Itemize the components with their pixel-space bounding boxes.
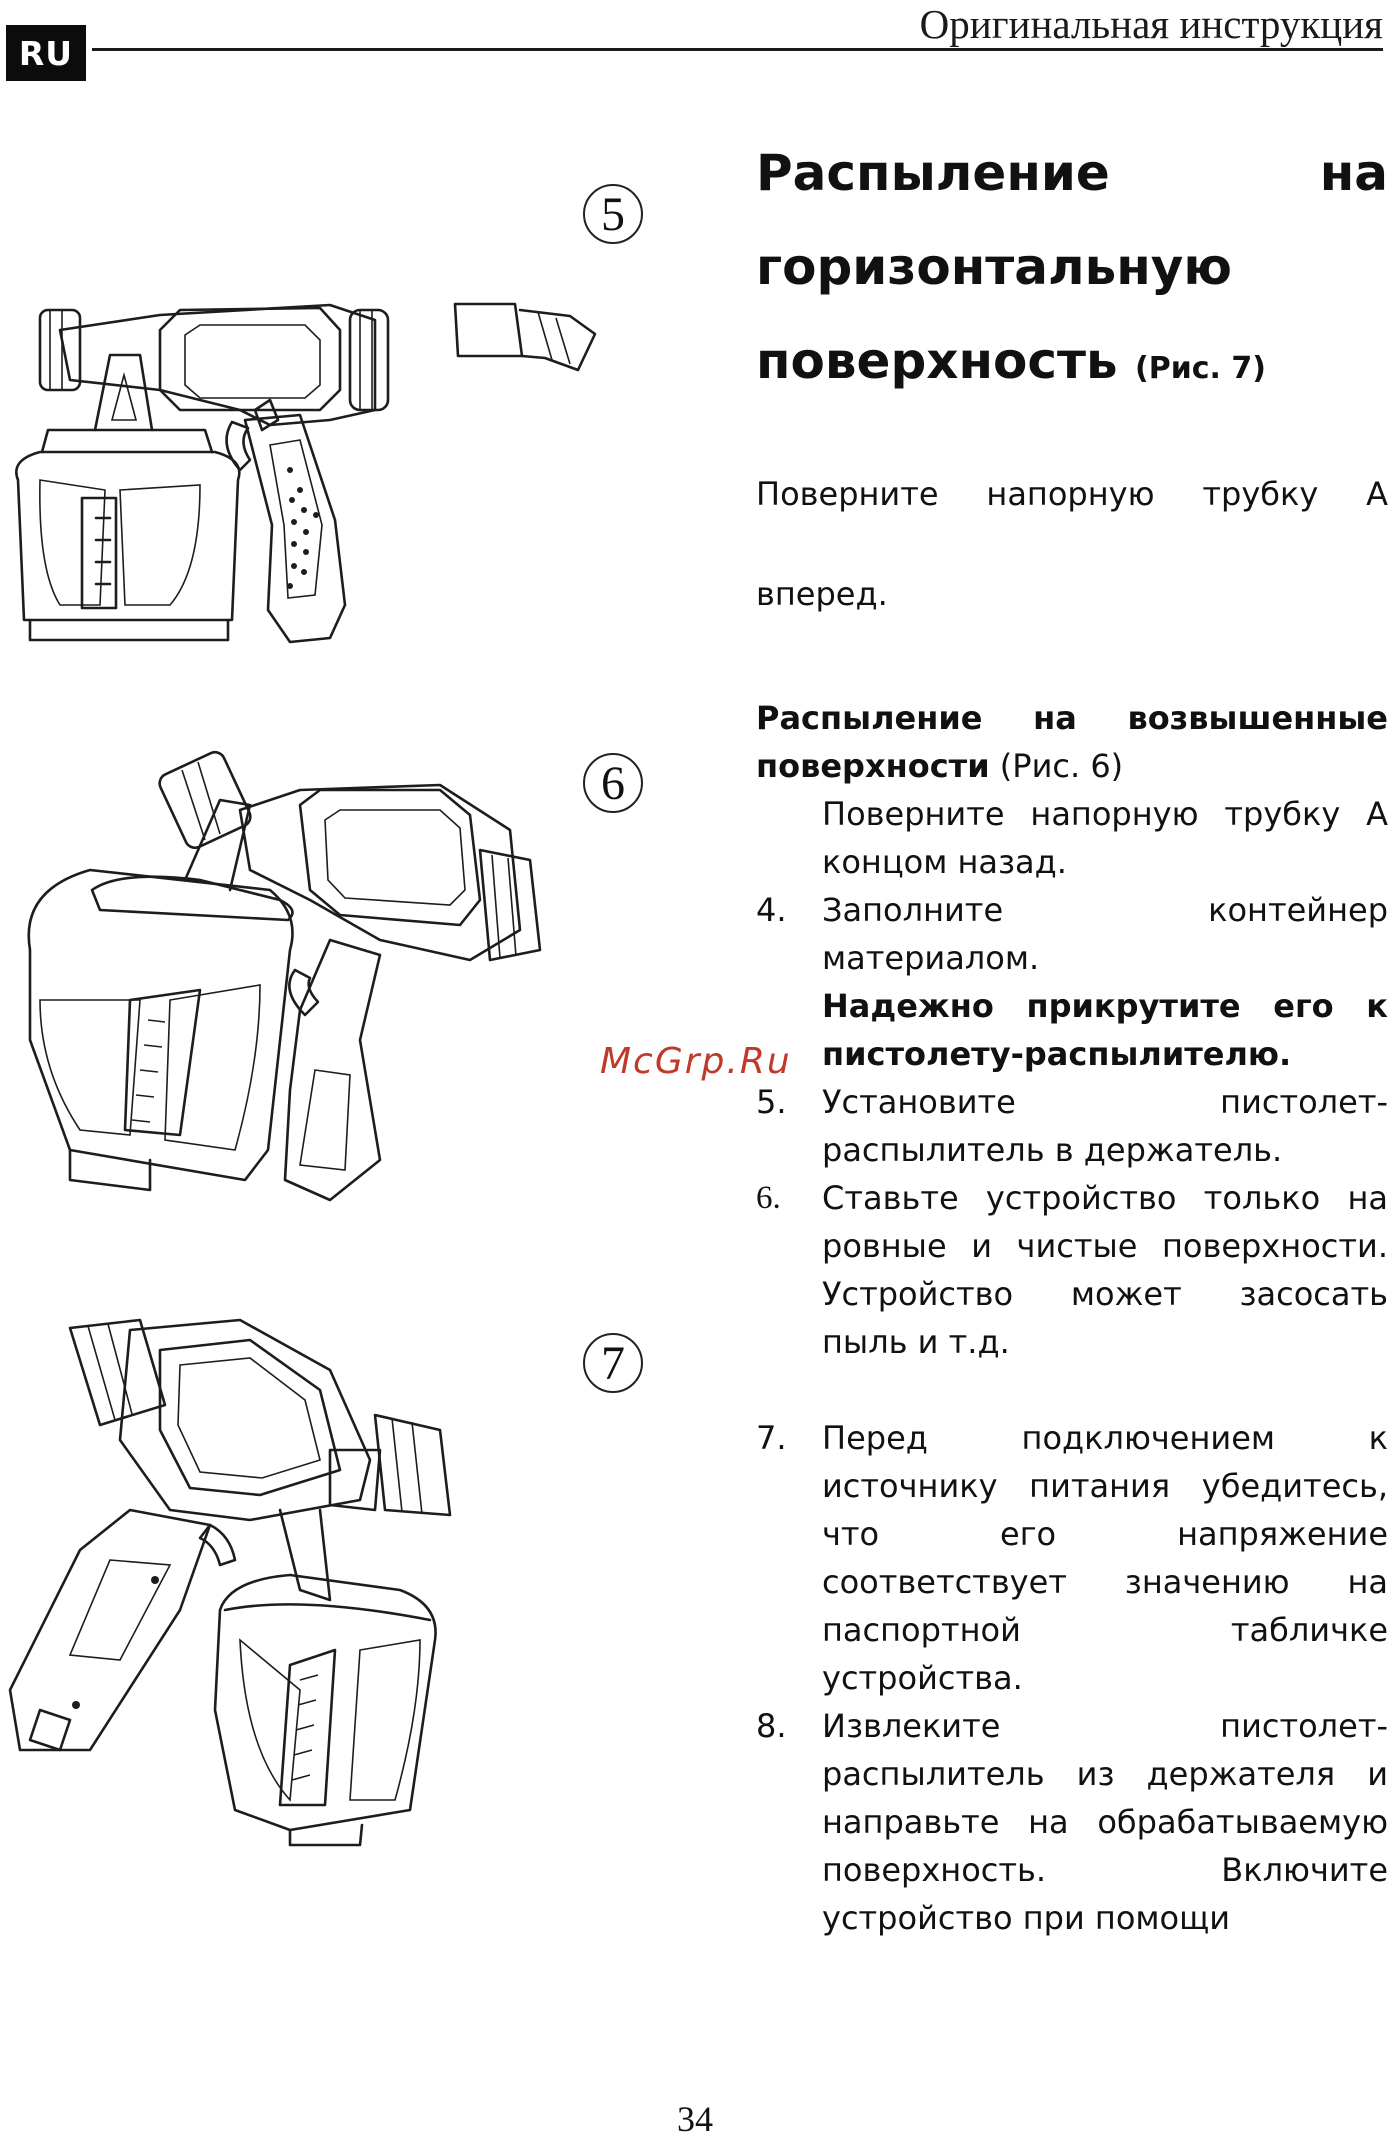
list-item bbox=[756, 1414, 1388, 1702]
watermark: McGrp.Ru bbox=[600, 1041, 792, 1082]
list-item-text: Ставьте устройство только на ровные и чистые поверхности. Устройство может засосать пыль и т.д. bbox=[822, 1179, 1388, 1361]
figure-number: 6 bbox=[583, 753, 643, 813]
section-title-line-2: горизонтальную bbox=[756, 238, 1232, 296]
paint-sprayer-tilted-forward-icon bbox=[0, 1310, 520, 1850]
list-item-text: Установите пистолет-распылитель в держатель. bbox=[822, 1083, 1388, 1169]
header-title: Оригинальная инструкция bbox=[919, 1, 1383, 47]
figure-5-image bbox=[0, 270, 620, 650]
figure-reference: (Рис. 7) bbox=[1135, 351, 1266, 386]
list-item bbox=[756, 1702, 1388, 1942]
list-item bbox=[756, 1078, 1388, 1174]
section-title-line-1: Распыление на bbox=[756, 144, 1388, 202]
list-item-text: Заполните контейнер материалом. bbox=[822, 891, 1388, 977]
list-item bbox=[756, 886, 1388, 1078]
elevated-heading bbox=[756, 694, 1388, 790]
instruction-line-2: вперед. bbox=[756, 575, 888, 613]
figure-7-image bbox=[0, 1310, 520, 1850]
figure-number: 5 bbox=[583, 184, 643, 244]
horizontal-instruction bbox=[756, 444, 1388, 644]
section-title-line-3 bbox=[756, 314, 1388, 416]
language-badge: RU bbox=[6, 25, 86, 81]
list-item-number: 7. bbox=[756, 1419, 787, 1457]
paint-sprayer-with-nozzle-icon bbox=[0, 270, 620, 650]
figure-number: 7 bbox=[583, 1333, 643, 1393]
list-item-number: 5. bbox=[756, 1083, 787, 1121]
spacer bbox=[756, 1366, 1388, 1414]
instruction-line-1: Поверните напорную трубку А bbox=[756, 475, 1388, 513]
paint-sprayer-tilted-back-icon bbox=[0, 740, 560, 1240]
page-number: 34 bbox=[677, 2099, 713, 2139]
header-divider bbox=[92, 48, 1383, 51]
list-item-number: 6. bbox=[756, 1180, 781, 1216]
figure-6-image bbox=[0, 740, 560, 1240]
list-item-text: Перед подключением к источнику питания убедитесь, что его напряжение соответствует значению на паспортной табличке устройства. bbox=[822, 1419, 1388, 1697]
list-item-number: 4. bbox=[756, 891, 787, 929]
list-item-number: 8. bbox=[756, 1707, 787, 1745]
list-item bbox=[756, 1174, 1388, 1366]
list-item-text: Извлеките пистолет-распылитель из держателя и направьте на обрабатываемую поверхность. Включите устройство при помощи bbox=[822, 1707, 1388, 1937]
section-horizontal bbox=[756, 126, 1388, 416]
section-elevated bbox=[756, 694, 1388, 1942]
elevated-intro: Поверните напорную трубку А концом назад. bbox=[822, 795, 1388, 881]
elevated-heading-ref: (Рис. 6) bbox=[999, 747, 1124, 785]
elevated-heading-bold: Распыление на возвышенные поверхности bbox=[756, 699, 1388, 785]
list-item-bold-note: Надежно прикрутите его к пистолету-распылителю. bbox=[822, 987, 1388, 1073]
section-title-text: поверхность bbox=[756, 332, 1118, 390]
